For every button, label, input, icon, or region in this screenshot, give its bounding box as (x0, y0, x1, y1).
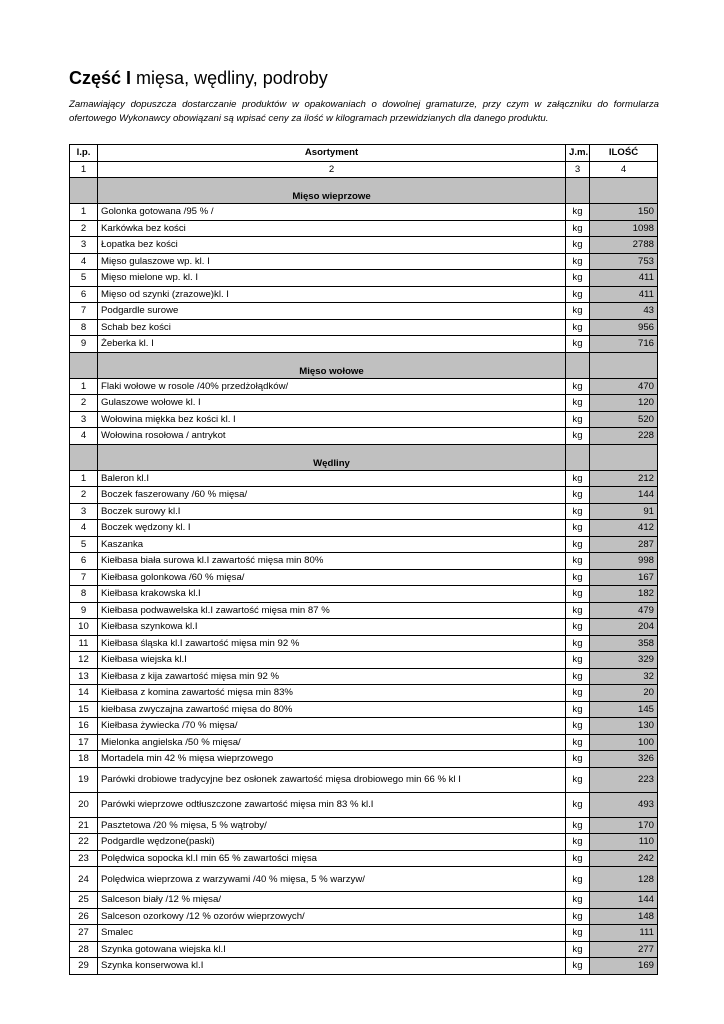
unit: kg (566, 503, 590, 520)
product-name: Szynka konserwowa kl.I (98, 958, 566, 975)
row-number: 4 (70, 253, 98, 270)
product-name: Mięso mielone wp. kl. I (98, 270, 566, 287)
table-row (70, 925, 658, 942)
quantity: 91 (590, 503, 658, 520)
row-number: 13 (70, 668, 98, 685)
unit: kg (566, 553, 590, 570)
table-row (70, 685, 658, 702)
row-number: 25 (70, 892, 98, 909)
row-number: 6 (70, 553, 98, 570)
quantity: 111 (590, 925, 658, 942)
quantity: 120 (590, 395, 658, 412)
unit: kg (566, 850, 590, 867)
row-number: 24 (70, 867, 98, 892)
section-cell (566, 352, 590, 378)
quantity: 228 (590, 428, 658, 445)
row-number: 5 (70, 536, 98, 553)
unit: kg (566, 867, 590, 892)
row-number: 9 (70, 336, 98, 353)
quantity: 212 (590, 470, 658, 487)
unit: kg (566, 487, 590, 504)
table-row (70, 941, 658, 958)
product-name: Smalec (98, 925, 566, 942)
header-unit: J.m. (566, 145, 590, 162)
unit: kg (566, 319, 590, 336)
section-cell (70, 178, 98, 204)
row-number: 7 (70, 569, 98, 586)
row-number: 1 (70, 204, 98, 221)
product-name: Kiełbasa krakowska kl.I (98, 586, 566, 603)
product-name: Mielonka angielska /50 % mięsa/ (98, 734, 566, 751)
unit: kg (566, 908, 590, 925)
product-name: Szynka gotowana wiejska kl.I (98, 941, 566, 958)
product-name: Kiełbasa z komina zawartość mięsa min 83% (98, 685, 566, 702)
unit: kg (566, 892, 590, 909)
quantity: 204 (590, 619, 658, 636)
row-number: 3 (70, 503, 98, 520)
row-number: 2 (70, 395, 98, 412)
table-row (70, 718, 658, 735)
quantity: 223 (590, 767, 658, 792)
section-header-row (70, 178, 658, 204)
unit: kg (566, 602, 590, 619)
table-row (70, 751, 658, 768)
product-name: Parówki wieprzowe odtłuszczone zawartość mięsa min 83 % kl.I (98, 792, 566, 817)
column-number-row (70, 161, 658, 178)
unit: kg (566, 652, 590, 669)
row-number: 15 (70, 701, 98, 718)
table-row (70, 503, 658, 520)
product-name: kiełbasa zwyczajna zawartość mięsa do 80% (98, 701, 566, 718)
column-number: 3 (566, 161, 590, 178)
row-number: 17 (70, 734, 98, 751)
row-number: 28 (70, 941, 98, 958)
column-number: 4 (590, 161, 658, 178)
table-row (70, 734, 658, 751)
unit: kg (566, 569, 590, 586)
unit: kg (566, 395, 590, 412)
section-cell (70, 444, 98, 470)
unit: kg (566, 586, 590, 603)
quantity: 412 (590, 520, 658, 537)
row-number: 8 (70, 586, 98, 603)
row-number: 21 (70, 817, 98, 834)
quantity: 130 (590, 718, 658, 735)
unit: kg (566, 668, 590, 685)
quantity: 20 (590, 685, 658, 702)
quantity: 753 (590, 253, 658, 270)
product-name: Podgardle wędzone(paski) (98, 834, 566, 851)
header-quantity: ILOŚĆ (590, 145, 658, 162)
column-number: 2 (98, 161, 566, 178)
table-row (70, 395, 658, 412)
product-name: Boczek wędzony kl. I (98, 520, 566, 537)
product-name: Parówki drobiowe tradycyjne bez osłonek zawartość mięsa drobiowego min 66 % kl I (98, 767, 566, 792)
product-name: Polędwica sopocka kl.I min 65 % zawartości mięsa (98, 850, 566, 867)
quantity: 110 (590, 834, 658, 851)
quantity: 169 (590, 958, 658, 975)
unit: kg (566, 925, 590, 942)
quantity: 148 (590, 908, 658, 925)
quantity: 43 (590, 303, 658, 320)
section-title: Mięso wieprzowe (98, 178, 566, 204)
quantity: 479 (590, 602, 658, 619)
quantity: 493 (590, 792, 658, 817)
product-name: Mortadela min 42 % mięsa wieprzowego (98, 751, 566, 768)
row-number: 7 (70, 303, 98, 320)
quantity: 2788 (590, 237, 658, 254)
section-cell (70, 352, 98, 378)
unit: kg (566, 635, 590, 652)
table-row (70, 834, 658, 851)
unit: kg (566, 336, 590, 353)
product-name: Gulaszowe wołowe kl. I (98, 395, 566, 412)
row-number: 2 (70, 220, 98, 237)
assortment-table (69, 144, 658, 975)
quantity: 520 (590, 411, 658, 428)
table-row (70, 908, 658, 925)
row-number: 8 (70, 319, 98, 336)
quantity: 411 (590, 270, 658, 287)
quantity: 411 (590, 286, 658, 303)
header-assortment: Asortyment (98, 145, 566, 162)
section-header-row (70, 352, 658, 378)
quantity: 170 (590, 817, 658, 834)
unit: kg (566, 520, 590, 537)
product-name: Podgardle surowe (98, 303, 566, 320)
table-row (70, 253, 658, 270)
product-name: Kaszanka (98, 536, 566, 553)
table-row (70, 767, 658, 792)
unit: kg (566, 411, 590, 428)
unit: kg (566, 792, 590, 817)
row-number: 22 (70, 834, 98, 851)
row-number: 29 (70, 958, 98, 975)
product-name: Pasztetowa /20 % mięsa, 5 % wątroby/ (98, 817, 566, 834)
product-name: Kiełbasa wiejska kl.I (98, 652, 566, 669)
quantity: 326 (590, 751, 658, 768)
table-row (70, 602, 658, 619)
row-number: 11 (70, 635, 98, 652)
table-row (70, 470, 658, 487)
unit: kg (566, 817, 590, 834)
quantity: 145 (590, 701, 658, 718)
product-name: Kiełbasa z kija zawartość mięsa min 92 % (98, 668, 566, 685)
section-cell (566, 444, 590, 470)
product-name: Kiełbasa szynkowa kl.I (98, 619, 566, 636)
quantity: 32 (590, 668, 658, 685)
unit: kg (566, 734, 590, 751)
product-name: Kiełbasa podwawelska kl.I zawartość mięsa min 87 % (98, 602, 566, 619)
table-row (70, 635, 658, 652)
section-cell (590, 352, 658, 378)
product-name: Schab bez kości (98, 319, 566, 336)
table-row (70, 220, 658, 237)
row-number: 1 (70, 470, 98, 487)
column-number: 1 (70, 161, 98, 178)
unit: kg (566, 237, 590, 254)
header-lp: l.p. (70, 145, 98, 162)
table-row (70, 204, 658, 221)
product-name: Wołowina miękka bez kości kl. I (98, 411, 566, 428)
quantity: 144 (590, 487, 658, 504)
product-name: Mięso gulaszowe wp. kl. I (98, 253, 566, 270)
product-name: Kiełbasa golonkowa /60 % mięsa/ (98, 569, 566, 586)
unit: kg (566, 701, 590, 718)
table-row (70, 378, 658, 395)
table-row (70, 428, 658, 445)
row-number: 3 (70, 237, 98, 254)
quantity: 716 (590, 336, 658, 353)
row-number: 10 (70, 619, 98, 636)
table-row (70, 520, 658, 537)
row-number: 3 (70, 411, 98, 428)
page-title-part: Część I (69, 68, 132, 88)
table-row (70, 270, 658, 287)
quantity: 150 (590, 204, 658, 221)
table-row (70, 569, 658, 586)
product-name: Łopatka bez kości (98, 237, 566, 254)
page-title-subject: mięsa, wędliny, podroby (131, 68, 328, 88)
row-number: 5 (70, 270, 98, 287)
quantity: 242 (590, 850, 658, 867)
product-name: Mięso od szynki (zrazowe)kl. I (98, 286, 566, 303)
quantity: 167 (590, 569, 658, 586)
row-number: 27 (70, 925, 98, 942)
page-title (69, 68, 328, 89)
section-cell (590, 444, 658, 470)
table-header-row (70, 145, 658, 162)
unit: kg (566, 685, 590, 702)
table-row (70, 668, 658, 685)
table-row (70, 817, 658, 834)
table-row (70, 850, 658, 867)
section-title: Wędliny (98, 444, 566, 470)
unit: kg (566, 220, 590, 237)
quantity: 358 (590, 635, 658, 652)
unit: kg (566, 834, 590, 851)
product-name: Golonka gotowana /95 % / (98, 204, 566, 221)
section-header-row (70, 444, 658, 470)
product-name: Kiełbasa biała surowa kl.I zawartość mięsa min 80% (98, 553, 566, 570)
quantity: 1098 (590, 220, 658, 237)
section-cell (590, 178, 658, 204)
quantity: 182 (590, 586, 658, 603)
table-row (70, 892, 658, 909)
row-number: 9 (70, 602, 98, 619)
table-row (70, 536, 658, 553)
quantity: 329 (590, 652, 658, 669)
unit: kg (566, 378, 590, 395)
table-row (70, 553, 658, 570)
row-number: 23 (70, 850, 98, 867)
row-number: 20 (70, 792, 98, 817)
product-name: Wołowina rosołowa / antrykot (98, 428, 566, 445)
product-name: Baleron kl.I (98, 470, 566, 487)
product-name: Karkówka bez kości (98, 220, 566, 237)
unit: kg (566, 941, 590, 958)
section-cell (566, 178, 590, 204)
quantity: 277 (590, 941, 658, 958)
table-row (70, 792, 658, 817)
table-row (70, 411, 658, 428)
row-number: 4 (70, 428, 98, 445)
table-row (70, 619, 658, 636)
unit: kg (566, 751, 590, 768)
table-row (70, 336, 658, 353)
quantity: 144 (590, 892, 658, 909)
product-name: Boczek surowy kl.I (98, 503, 566, 520)
row-number: 4 (70, 520, 98, 537)
quantity: 287 (590, 536, 658, 553)
quantity: 128 (590, 867, 658, 892)
unit: kg (566, 619, 590, 636)
table-row (70, 237, 658, 254)
product-name: Kiełbasa żywiecka /70 % mięsa/ (98, 718, 566, 735)
unit: kg (566, 767, 590, 792)
table-row (70, 867, 658, 892)
unit: kg (566, 958, 590, 975)
unit: kg (566, 253, 590, 270)
unit: kg (566, 286, 590, 303)
unit: kg (566, 536, 590, 553)
unit: kg (566, 204, 590, 221)
product-name: Flaki wołowe w rosole /40% przedżołądków/ (98, 378, 566, 395)
unit: kg (566, 470, 590, 487)
product-name: Polędwica wieprzowa z warzywami /40 % mięsa, 5 % warzyw/ (98, 867, 566, 892)
table-row (70, 286, 658, 303)
product-name: Boczek faszerowany /60 % mięsa/ (98, 487, 566, 504)
table-row (70, 319, 658, 336)
unit: kg (566, 270, 590, 287)
product-name: Salceson biały /12 % mięsa/ (98, 892, 566, 909)
unit: kg (566, 428, 590, 445)
row-number: 12 (70, 652, 98, 669)
table-row (70, 958, 658, 975)
table-row (70, 701, 658, 718)
row-number: 1 (70, 378, 98, 395)
row-number: 18 (70, 751, 98, 768)
row-number: 14 (70, 685, 98, 702)
table-body (70, 178, 658, 975)
table-row (70, 652, 658, 669)
quantity: 956 (590, 319, 658, 336)
row-number: 6 (70, 286, 98, 303)
unit: kg (566, 303, 590, 320)
quantity: 470 (590, 378, 658, 395)
table-row (70, 487, 658, 504)
table-row (70, 303, 658, 320)
unit: kg (566, 718, 590, 735)
product-name: Żeberka kl. I (98, 336, 566, 353)
row-number: 2 (70, 487, 98, 504)
row-number: 16 (70, 718, 98, 735)
product-name: Salceson ozorkowy /12 % ozorów wieprzowych/ (98, 908, 566, 925)
quantity: 998 (590, 553, 658, 570)
row-number: 19 (70, 767, 98, 792)
quantity: 100 (590, 734, 658, 751)
row-number: 26 (70, 908, 98, 925)
product-name: Kiełbasa śląska kl.I zawartość mięsa min 92 % (98, 635, 566, 652)
intro-paragraph: Zamawiający dopuszcza dostarczanie produktów w opakowaniach o dowolnej gramaturze, przy czym w załączniku do formularza ofertowego Wykonawcy obowiązani są wpisać ceny za ilość w kilogramach przewidzianych dla danego produktu. (69, 99, 659, 124)
section-title: Mięso wołowe (98, 352, 566, 378)
table-row (70, 586, 658, 603)
